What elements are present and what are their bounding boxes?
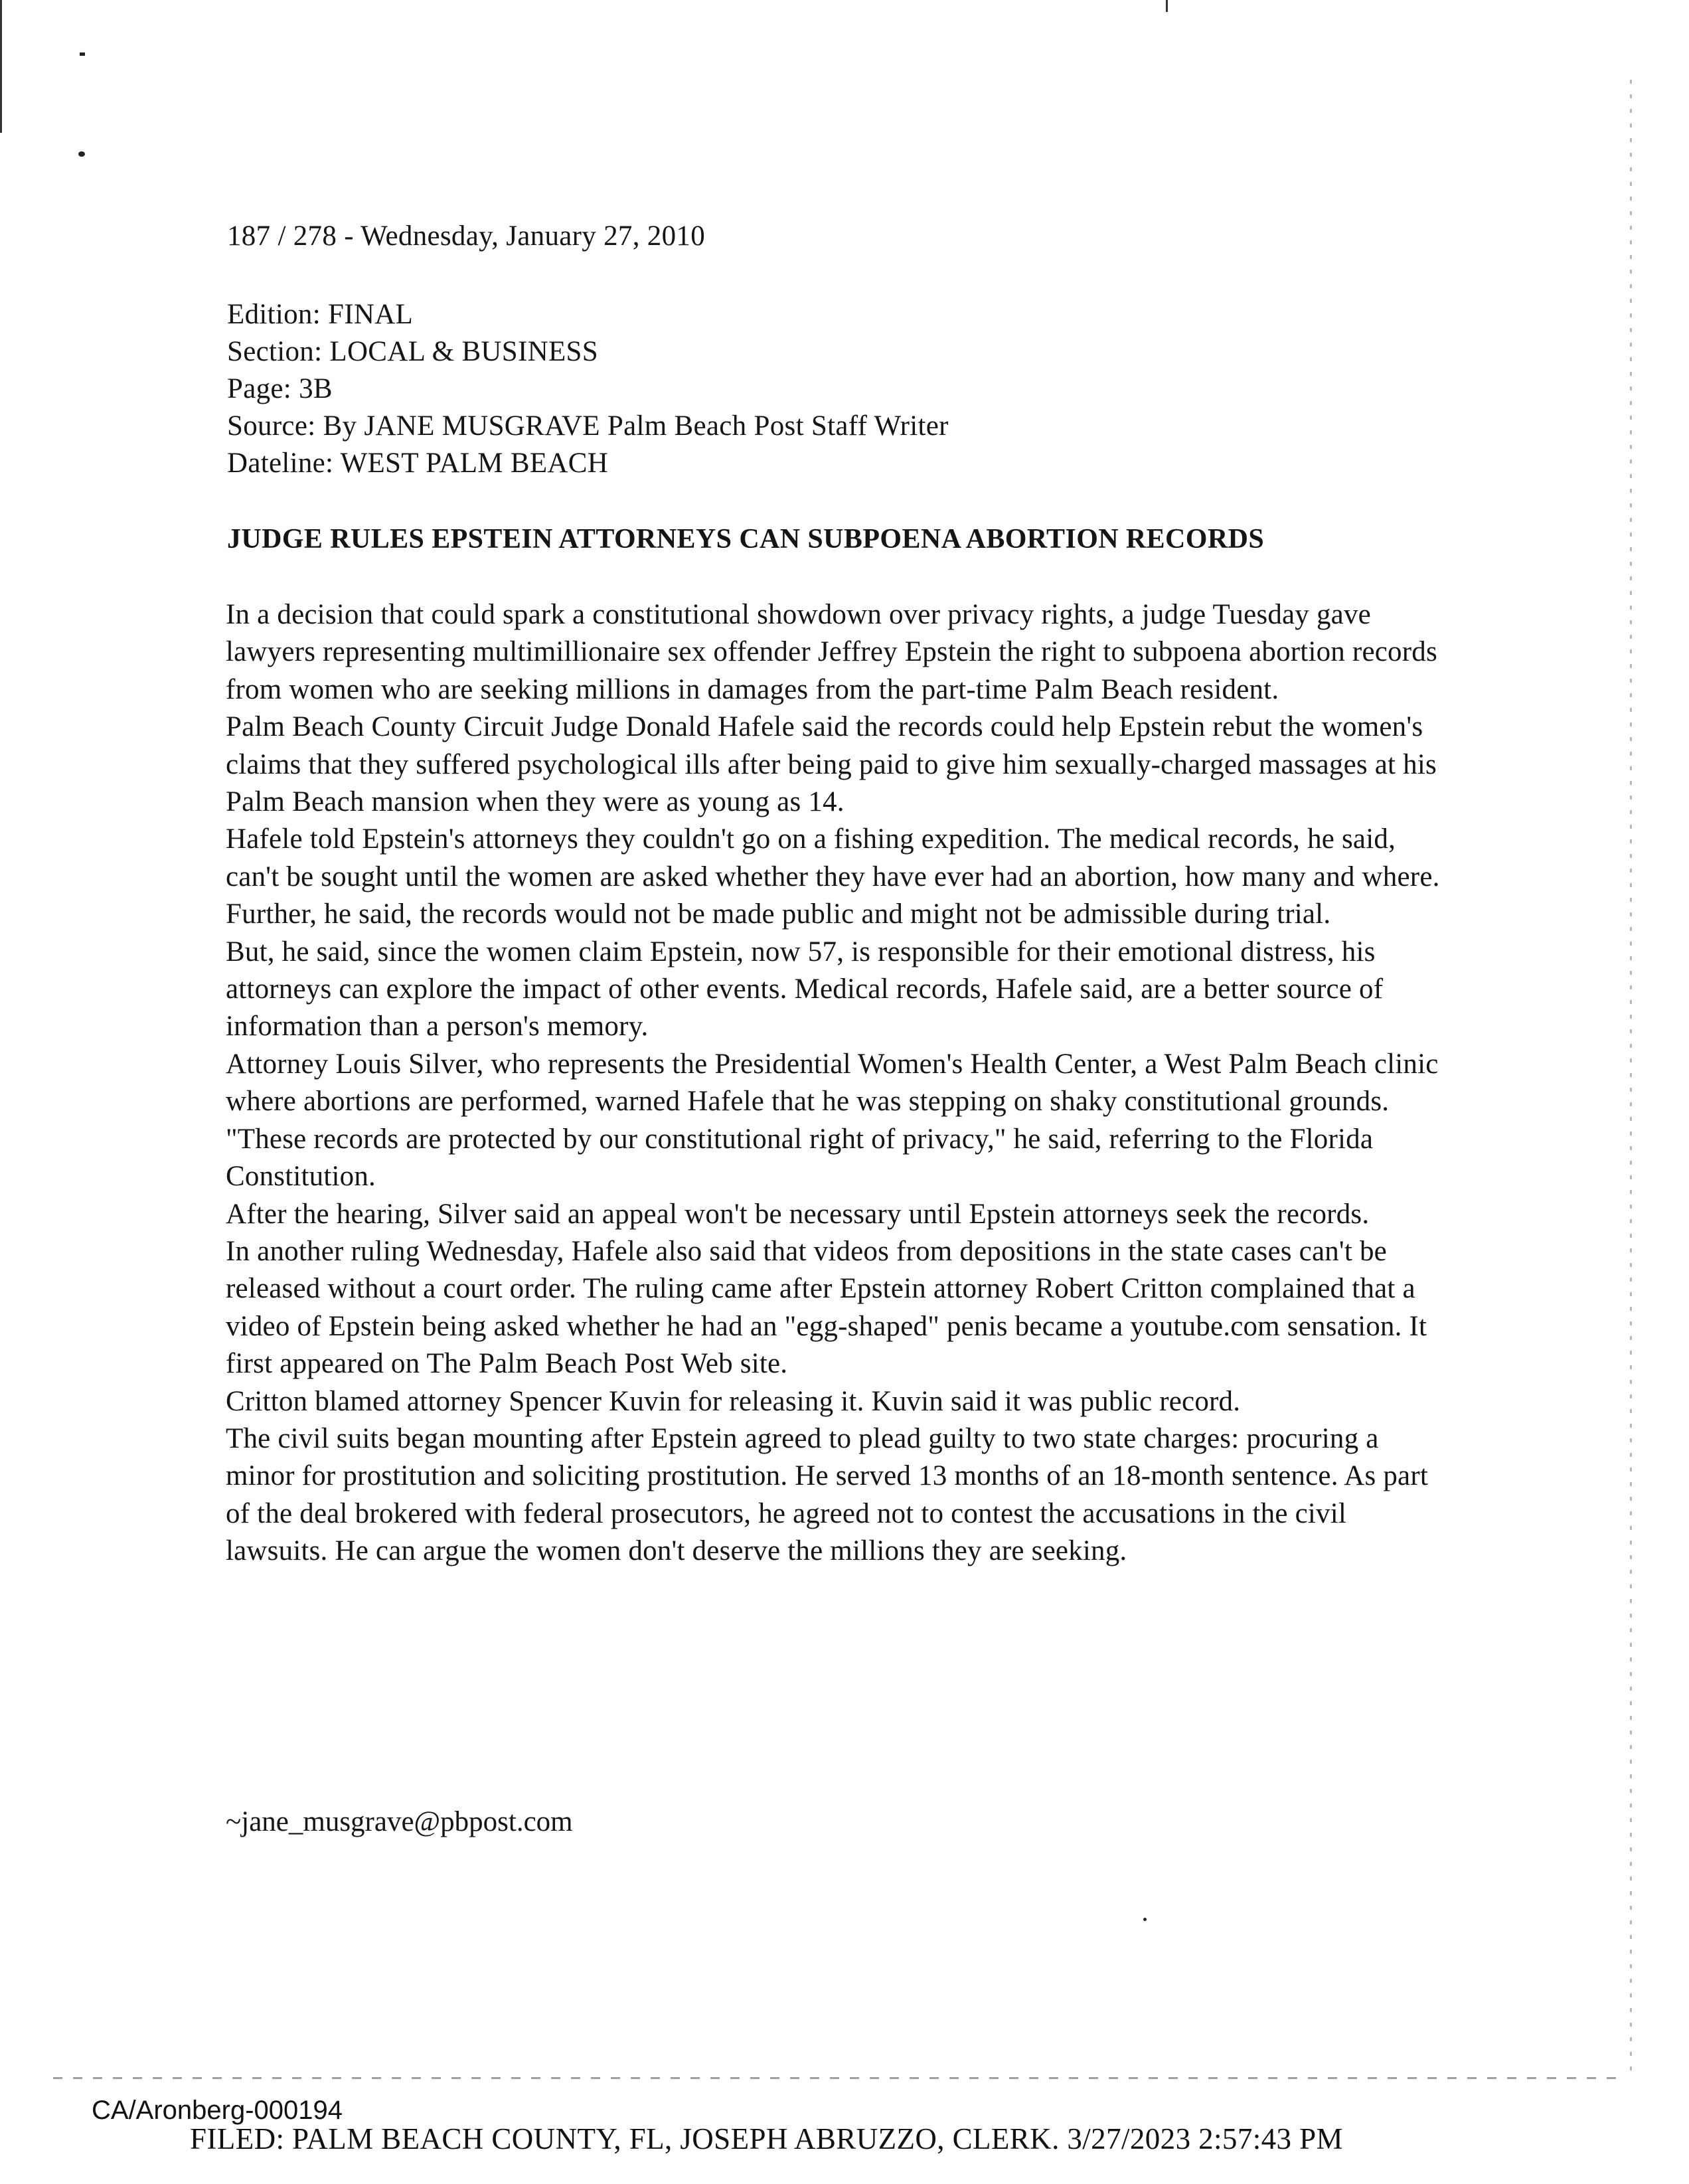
- scan-bottom-rule: [53, 2077, 1620, 2079]
- scan-tick-mark: [1166, 0, 1168, 12]
- article-body: [226, 596, 1454, 1570]
- page-line: Page: 3B: [227, 373, 333, 404]
- edition-line: Edition: FINAL: [227, 299, 414, 330]
- article-paragraph: Attorney Louis Silver, who represents the Presidential Women's Health Center, a West Palm Beach clinic where abortions are performed, warned Hafele that he was stepping on shaky constitutional grounds.: [226, 1048, 1439, 1118]
- article-paragraph: After the hearing, Silver said an appeal won't be necessary until Epstein attorneys seek the records.: [226, 1198, 1370, 1230]
- scan-right-edge: [1630, 80, 1632, 2072]
- article-paragraph: Hafele told Epstein's attorneys they couldn't go on a fishing expedition. The medical records, he said, can't be sought until the women are asked whether they have ever had an abortion, how many and where. Further, he said, the records would not be made public and might not be admissible during trial.: [226, 823, 1440, 930]
- article-headline: JUDGE RULES EPSTEIN ATTORNEYS CAN SUBPOENA ABORTION RECORDS: [227, 524, 1265, 554]
- article-paragraph: "These records are protected by our constitutional right of privacy," he said, referring to the Florida Constitution.: [226, 1123, 1374, 1193]
- article-paragraph: But, he said, since the women claim Epstein, now 57, is responsible for their emotional distress, his attorneys can explore the impact of other events. Medical records, Hafele said, are a better source of information than a person's memory.: [226, 936, 1384, 1043]
- filing-stamp: FILED: PALM BEACH COUNTY, FL, JOSEPH ABRUZZO, CLERK. 3/27/2023 2:57:43 PM: [190, 2122, 1343, 2155]
- scan-speck: [78, 151, 85, 157]
- article-paragraph: Critton blamed attorney Spencer Kuvin for releasing it. Kuvin said it was public record.: [226, 1385, 1241, 1417]
- article-metadata: [227, 296, 949, 482]
- article-paragraph: In a decision that could spark a constitutional showdown over privacy rights, a judge Tuesday gave lawyers representing multimillionaire sex offender Jeffrey Epstein the right to subpoena abortion records from women who are seeking millions in damages from the part-time Palm Beach resident.: [226, 599, 1437, 705]
- article-paragraph: In another ruling Wednesday, Hafele also said that videos from depositions in the state cases can't be released without a court order. The ruling came after Epstein attorney Robert Critton complained that a video of Epstein being asked whether he had an "egg-shaped" penis became a youtube.com sensation. It first appeared on The Palm Beach Post Web site.: [226, 1235, 1427, 1380]
- source-line: Source: By JANE MUSGRAVE Palm Beach Post Staff Writer: [227, 410, 949, 442]
- scan-speck: [80, 52, 85, 56]
- article-paragraph: Palm Beach County Circuit Judge Donald Hafele said the records could help Epstein rebut the women's claims that they suffered psychological ills after being paid to give him sexually-charged massages at his Palm Beach mansion when they were as young as 14.: [226, 711, 1437, 818]
- scan-speck: [1143, 1918, 1147, 1921]
- section-line: Section: LOCAL & BUSINESS: [227, 336, 598, 367]
- scan-edge-mark: [0, 0, 2, 133]
- dateline-line: Dateline: WEST PALM BEACH: [227, 448, 609, 479]
- record-dateline: 187 / 278 - Wednesday, January 27, 2010: [227, 220, 706, 252]
- article-paragraph: The civil suits began mounting after Epstein agreed to plead guilty to two state charges: procuring a minor for prostitution and soliciting prostitution. He served 13 months of an 18-month sentence. As part of the deal brokered with federal prosecutors, he agreed not to contest the accusations in the civil lawsuits. He can argue the women don't deserve the millions they are seeking.: [226, 1422, 1429, 1567]
- bates-number: CA/Aronberg-000194: [92, 2096, 343, 2125]
- author-email: ~jane_musgrave@pbpost.com: [226, 1806, 573, 1837]
